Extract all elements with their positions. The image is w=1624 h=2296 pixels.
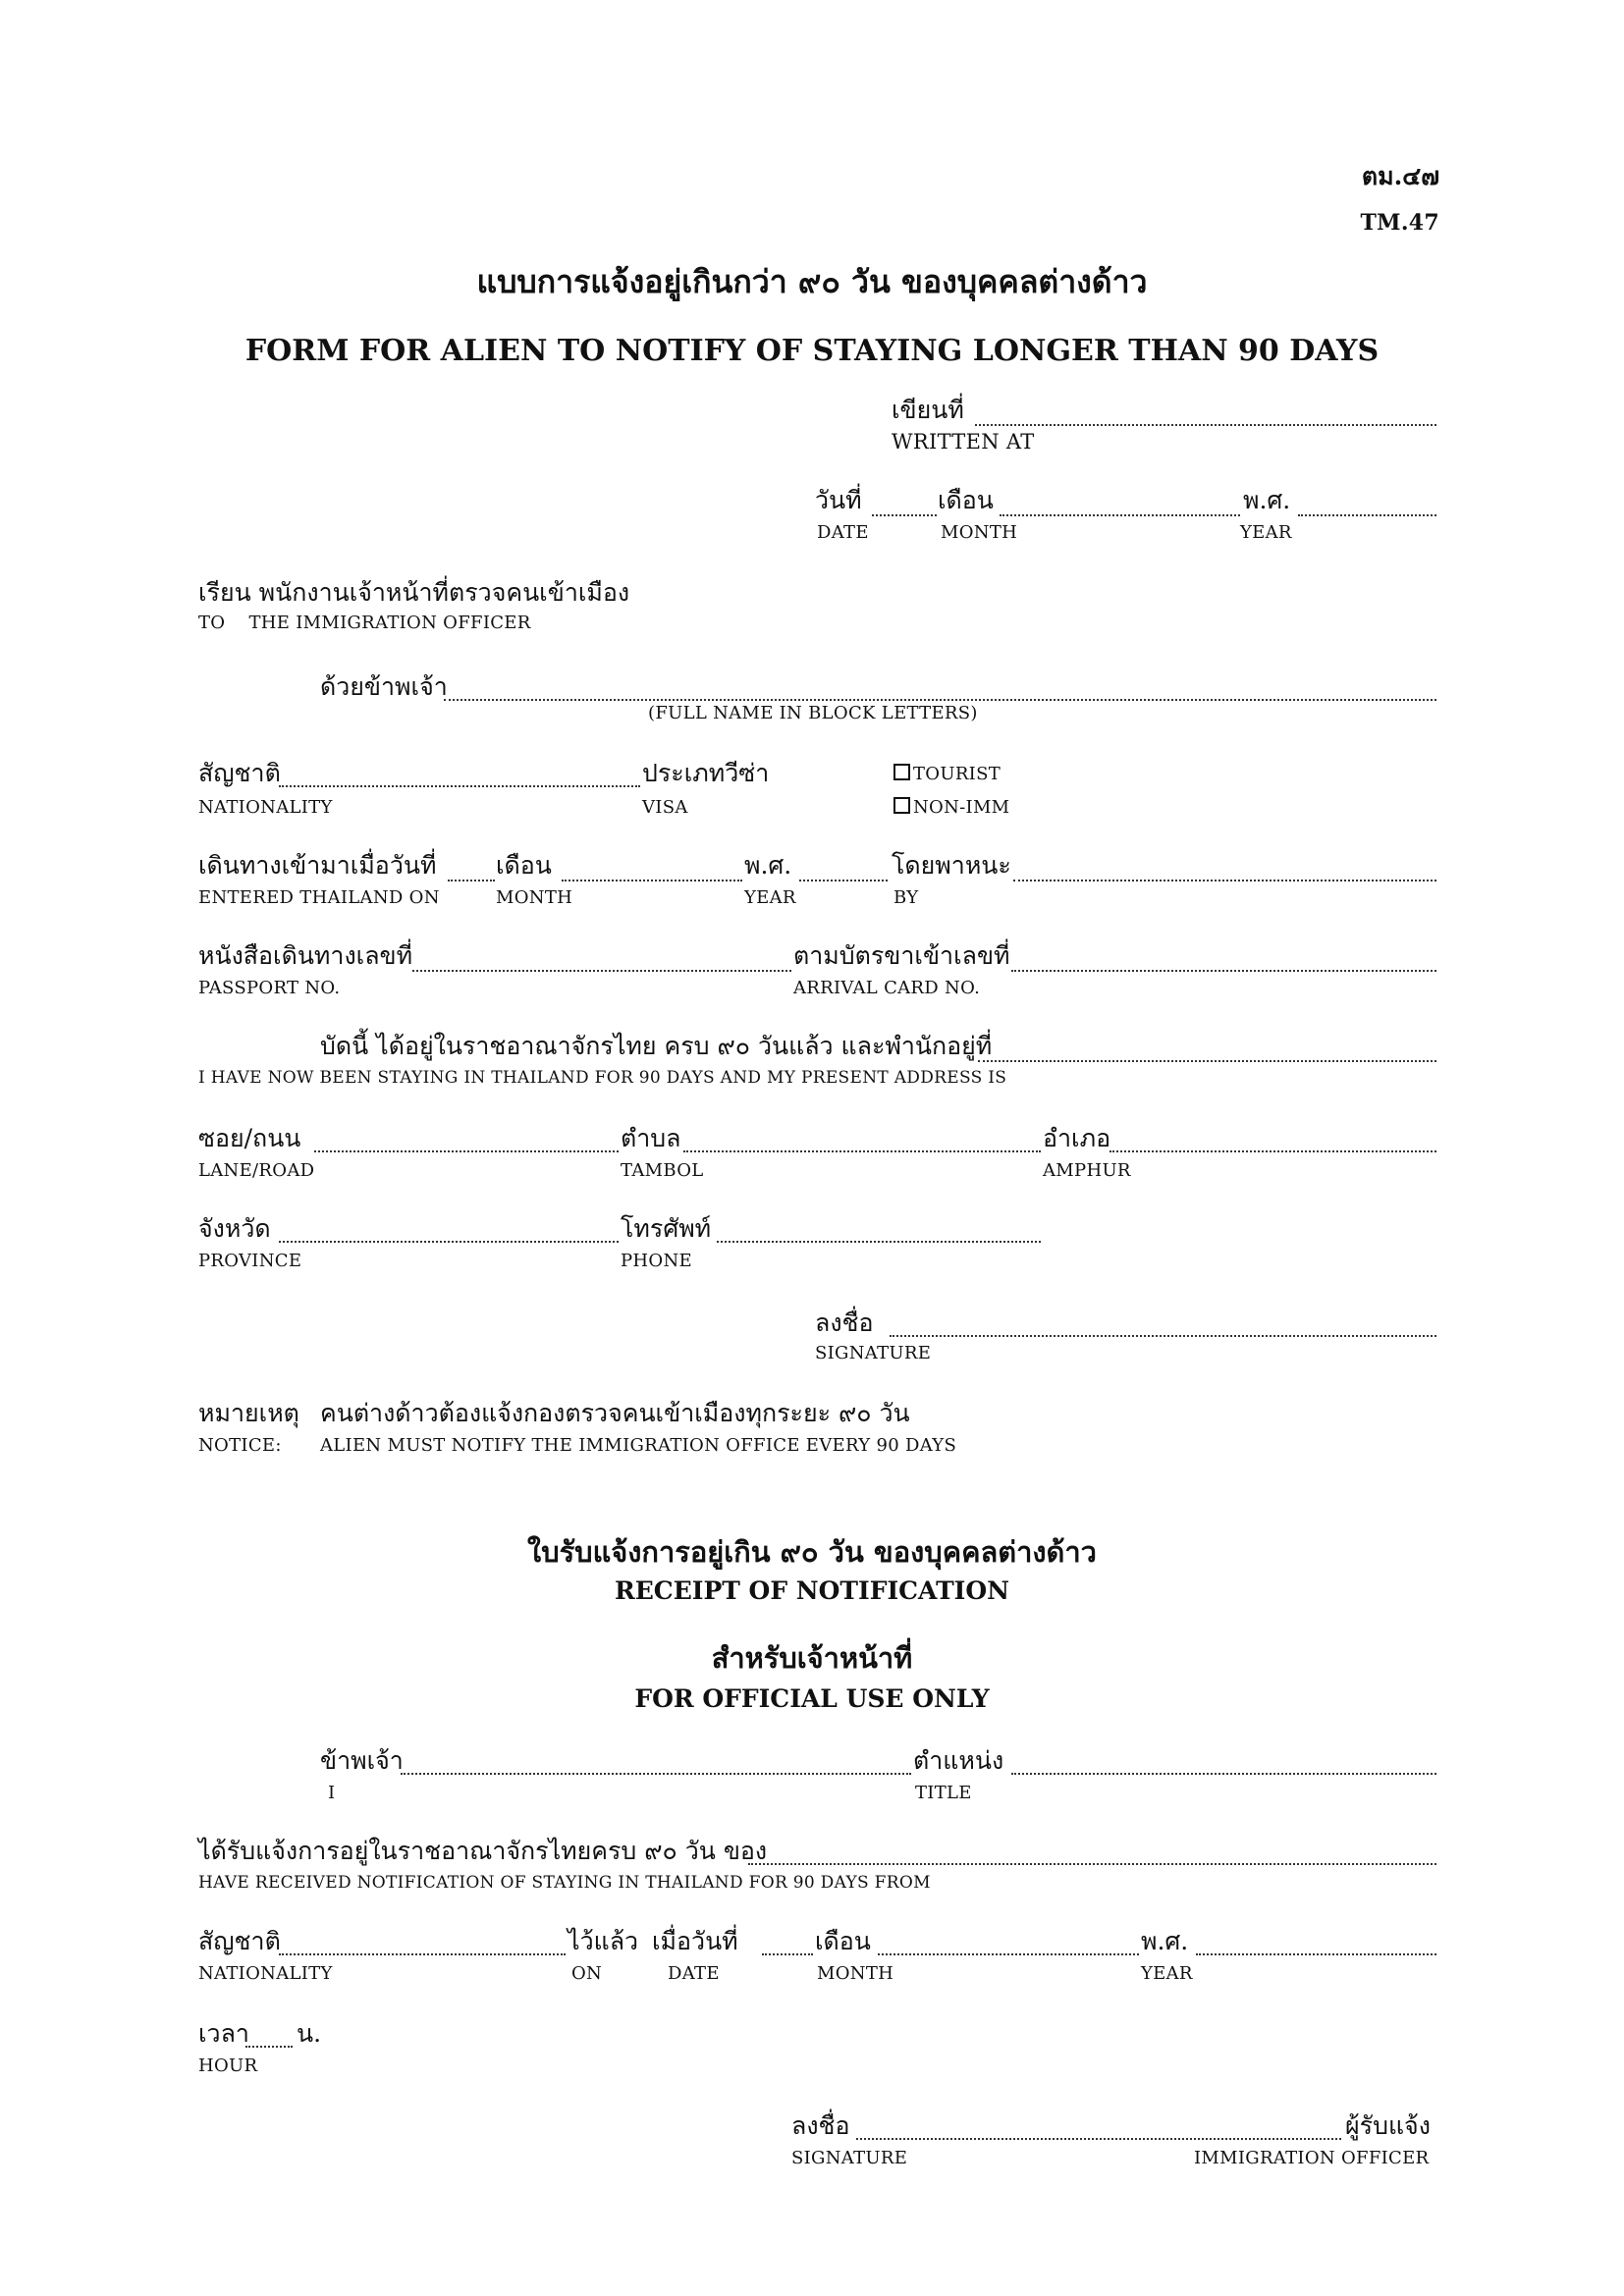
lane-field[interactable] [314, 1150, 619, 1152]
receipt-nationality-label-english: NATIONALITY [198, 1963, 333, 1984]
form-title-english: FORM FOR ALIEN TO NOTIFY OF STAYING LONGER THAN 90 DAYS [244, 334, 1380, 368]
tourist-label: TOURIST [913, 764, 1001, 784]
signature-label-english: SIGNATURE [815, 1343, 932, 1363]
entered-year-label-thai: พ.ศ. [744, 851, 792, 880]
passport-label-english: PASSPORT NO. [198, 978, 341, 998]
receipt-date-label-thai: เมื่อวันที่ [652, 1927, 738, 1955]
immigration-officer-label-english: IMMIGRATION OFFICER [1194, 2148, 1430, 2168]
entered-by-label-english: BY [893, 887, 919, 908]
written-at-field[interactable] [975, 424, 1436, 426]
date-year-field[interactable] [1298, 514, 1436, 516]
to-label-thai: เรียน พนักงานเจ้าหน้าที่ตรวจคนเข้าเมือง [198, 578, 630, 607]
tambol-field[interactable] [683, 1150, 1041, 1152]
fullname-label-thai: ด้วยข้าพเจ้า [320, 672, 448, 701]
notice-text-thai: คนต่างด้าวต้องแจ้งกองตรวจคนเข้าเมืองทุกระยะ ๙๐ วัน [320, 1399, 910, 1427]
form-title-thai: แบบการแจ้งอยู่เกินกว่า ๙๐ วัน ของบุคคลต่างด้าว [476, 263, 1148, 300]
province-label-english: PROVINCE [198, 1251, 302, 1271]
visa-label-english: VISA [642, 797, 688, 818]
hour-label-thai: เวลา [198, 2019, 249, 2048]
receipt-title-english: RECEIPT OF NOTIFICATION [614, 1576, 1010, 1605]
hour-unit-thai: น. [297, 2019, 322, 2048]
date-year-label-thai: พ.ศ. [1243, 486, 1291, 514]
visa-label-thai: ประเภทวีซ่า [642, 759, 770, 787]
entered-day-field[interactable] [448, 880, 495, 881]
entered-by-field[interactable] [1013, 880, 1436, 881]
written-at-label-english: WRITTEN AT [892, 430, 1035, 454]
entered-label-thai: เดินทางเข้ามาเมื่อวันที่ [198, 851, 437, 880]
official-use-thai: สำหรับเจ้าหน้าที่ [711, 1641, 913, 1675]
receipt-nationality-field[interactable] [279, 1953, 566, 1955]
fullname-field[interactable] [444, 699, 1436, 701]
hour-field[interactable] [245, 2046, 293, 2048]
passport-label-thai: หนังสือเดินทางเลขที่ [198, 941, 413, 970]
officer-signature-label-english: SIGNATURE [791, 2148, 908, 2168]
entered-month-field[interactable] [562, 880, 742, 881]
present-address-field[interactable] [978, 1060, 1436, 1062]
arrival-card-label-thai: ตามบัตรขาเข้าเลขที่ [793, 941, 1010, 970]
receipt-on-label-thai: ไว้แล้ว [568, 1927, 639, 1955]
date-month-label-thai: เดือน [938, 486, 994, 514]
entered-month-label-english: MONTH [496, 887, 573, 908]
nationality-field[interactable] [279, 785, 640, 787]
date-label-english: DATE [817, 522, 869, 543]
nationality-label-english: NATIONALITY [198, 797, 333, 818]
receipt-month-label-thai: เดือน [815, 1927, 871, 1955]
receipt-year-label-thai: พ.ศ. [1141, 1927, 1189, 1955]
fullname-label-english: (FULL NAME IN BLOCK LETTERS) [648, 703, 978, 723]
officer-name-label-english: I [328, 1783, 336, 1803]
notice-label-thai: หมายเหตุ [198, 1399, 299, 1427]
date-day-field[interactable] [872, 514, 937, 516]
passport-field[interactable] [412, 970, 791, 972]
officer-signature-label-thai: ลงชื่อ [791, 2111, 850, 2140]
arrival-card-field[interactable] [1011, 970, 1436, 972]
entered-year-field[interactable] [799, 880, 888, 881]
receipt-year-field[interactable] [1196, 1953, 1436, 1955]
to-label-english: TO THE IMMIGRATION OFFICER [198, 613, 531, 633]
date-label-thai: วันที่ [815, 486, 862, 514]
staying-label-english: I HAVE NOW BEEN STAYING IN THAILAND FOR 90 DAYS AND MY PRESENT ADDRESS IS [198, 1068, 1007, 1088]
phone-field[interactable] [717, 1241, 1041, 1243]
province-label-thai: จังหวัด [198, 1214, 271, 1243]
entered-label-english: ENTERED THAILAND ON [198, 887, 440, 908]
receipt-month-label-english: MONTH [817, 1963, 894, 1984]
officer-name-label-thai: ข้าพเจ้า [320, 1746, 404, 1775]
received-label-thai: ได้รับแจ้งการอยู่ในราชอาณาจักรไทยครบ ๙๐ วัน ของ [198, 1837, 768, 1865]
officer-title-label-english: TITLE [915, 1783, 972, 1803]
entered-month-label-thai: เดือน [496, 851, 552, 880]
receipt-day-field[interactable] [762, 1953, 813, 1955]
received-from-field[interactable] [748, 1863, 1436, 1865]
form-code-english: TM.47 [1360, 210, 1439, 236]
date-year-label-english: YEAR [1240, 522, 1292, 543]
tambol-label-thai: ตำบล [621, 1124, 681, 1152]
receipt-month-field[interactable] [878, 1953, 1139, 1955]
officer-name-field[interactable] [401, 1773, 911, 1775]
date-month-label-english: MONTH [941, 522, 1018, 543]
receipt-title-thai: ใบรับแจ้งการอยู่เกิน ๙๐ วัน ของบุคคลต่างด้าว [527, 1535, 1097, 1569]
amphur-label-english: AMPHUR [1043, 1160, 1131, 1181]
officer-signature-field[interactable] [856, 2138, 1341, 2140]
phone-label-english: PHONE [621, 1251, 692, 1271]
non-imm-label: NON-IMM [913, 797, 1010, 818]
non-imm-checkbox[interactable] [893, 797, 910, 814]
arrival-card-label-english: ARRIVAL CARD NO. [793, 978, 981, 998]
officer-title-label-thai: ตำแหน่ง [913, 1746, 1004, 1775]
tourist-checkbox[interactable] [893, 764, 910, 780]
official-use-english: FOR OFFICIAL USE ONLY [634, 1684, 990, 1713]
hour-label-english: HOUR [198, 2056, 258, 2076]
notice-label-english: NOTICE: [198, 1435, 282, 1456]
receipt-date-label-english: DATE [668, 1963, 720, 1984]
notice-text-english: ALIEN MUST NOTIFY THE IMMIGRATION OFFICE EVERY 90 DAYS [320, 1435, 957, 1456]
date-month-field[interactable] [1000, 514, 1240, 516]
received-label-english: HAVE RECEIVED NOTIFICATION OF STAYING IN THAILAND FOR 90 DAYS FROM [198, 1873, 931, 1893]
nationality-label-thai: สัญชาติ [198, 759, 281, 787]
phone-label-thai: โทรศัพท์ [621, 1214, 712, 1243]
lane-label-thai: ซอย/ถนน [198, 1124, 301, 1152]
officer-title-field[interactable] [1011, 1773, 1436, 1775]
signature-label-thai: ลงชื่อ [815, 1308, 874, 1337]
tambol-label-english: TAMBOL [621, 1160, 704, 1181]
entered-by-label-thai: โดยพาหนะ [892, 851, 1011, 880]
province-field[interactable] [279, 1241, 619, 1243]
receipt-nationality-label-thai: สัญชาติ [198, 1927, 281, 1955]
amphur-field[interactable] [1110, 1150, 1436, 1152]
amphur-label-thai: อำเภอ [1043, 1124, 1111, 1152]
officer-receiver-label-thai: ผู้รับแจ้ง [1345, 2111, 1431, 2140]
form-code-thai: ตม.๔๗ [1361, 162, 1439, 190]
entered-year-label-english: YEAR [744, 887, 796, 908]
signature-field[interactable] [890, 1335, 1436, 1337]
written-at-label-thai: เขียนที่ [892, 396, 964, 424]
staying-label-thai: บัดนี้ ได้อยู่ในราชอาณาจักรไทย ครบ ๙๐ วันแล้ว และพำนักอยู่ที่ [320, 1032, 993, 1060]
receipt-on-label-english: ON [571, 1963, 603, 1984]
receipt-year-label-english: YEAR [1141, 1963, 1193, 1984]
lane-label-english: LANE/ROAD [198, 1160, 315, 1181]
